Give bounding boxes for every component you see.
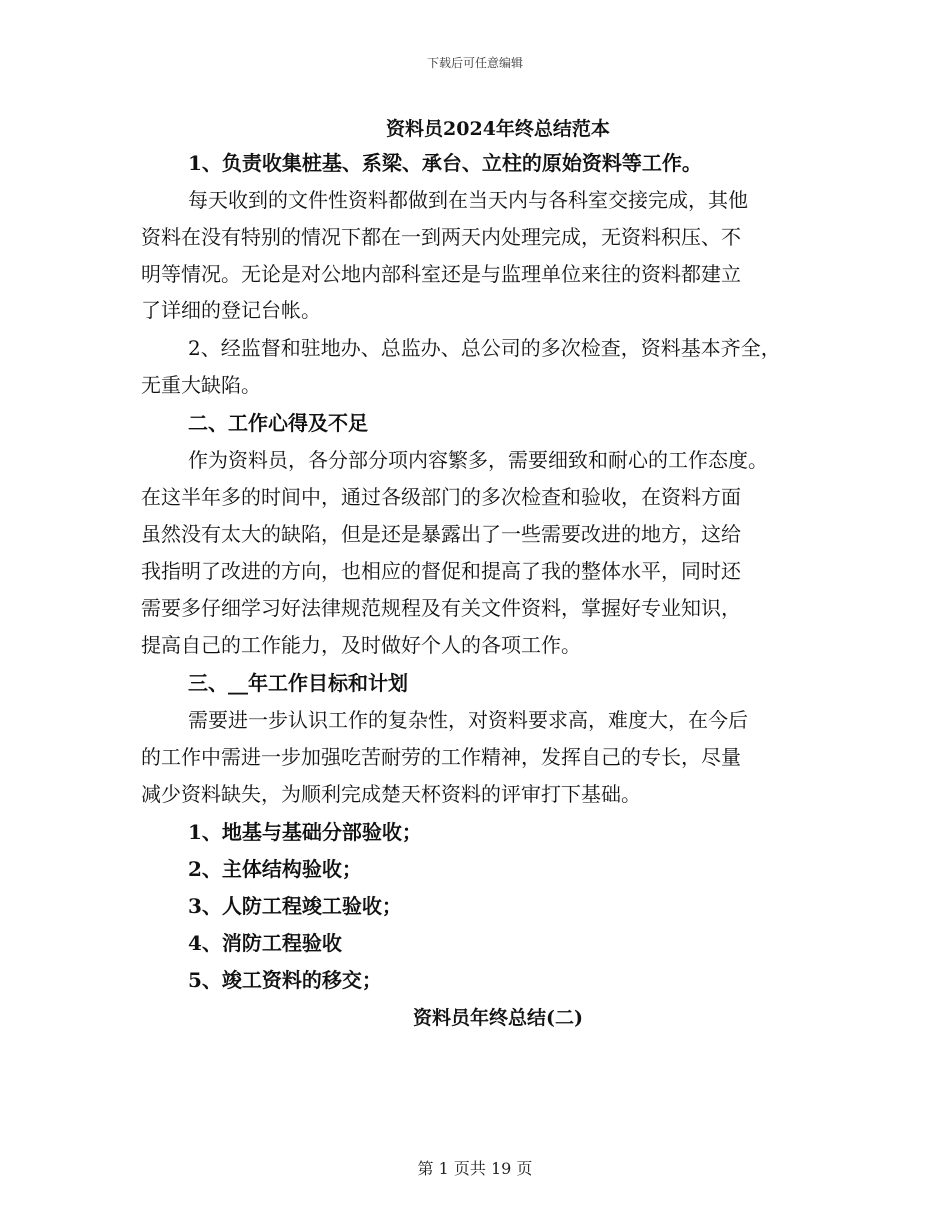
paragraph-1-line-1: 每天收到的文件性资料都做到在当天内与各科室交接完成，其他	[188, 188, 748, 212]
section-2-title: 资料员年终总结(二)	[413, 1007, 583, 1029]
paragraph-4-line-1: 需要进一步认识工作的复杂性，对资料要求高，难度大，在今后	[188, 708, 748, 732]
paragraph-4-line-2: 的工作中需进一步加强吃苦耐劳的工作精神，发挥自己的专长，尽量	[141, 745, 741, 769]
paragraph-3-line-4: 我指明了改进的方向，也相应的督促和提高了我的整体水平，同时还	[141, 559, 741, 583]
paragraph-1-line-3: 明等情况。无论是对公地内部科室还是与监理单位来往的资料都建立	[141, 262, 741, 286]
paragraph-2-line-1: 2、经监督和驻地办、总监办、总公司的多次检查，资料基本齐全，	[188, 336, 781, 360]
paragraph-3-line-3: 虽然没有太大的缺陷，但是还是暴露出了一些需要改进的地方，这给	[141, 522, 741, 546]
header-note: 下载后可任意编辑	[426, 56, 523, 70]
paragraph-3-line-1: 作为资料员，各分部分项内容繁多，需要细致和耐心的工作态度。	[188, 448, 768, 472]
list-item: 4、消防工程验收	[188, 931, 342, 955]
list-item: 5、竣工资料的移交；	[188, 968, 382, 992]
paragraph-2-line-2: 无重大缺陷。	[141, 373, 261, 397]
heading-2: 二、工作心得及不足	[188, 411, 368, 435]
paragraph-3-line-2: 在这半年多的时间中，通过各级部门的多次检查和验收，在资料方面	[141, 485, 741, 509]
heading-1: 1、负责收集桩基、系梁、承台、立柱的原始资料等工作。	[188, 151, 702, 175]
paragraph-1-line-2: 资料在没有特别的情况下都在一到两天内处理完成，无资料积压、不	[141, 225, 741, 249]
paragraph-1-line-4: 了详细的登记台帐。	[141, 298, 321, 322]
document-title: 资料员2024年终总结范本	[386, 118, 610, 140]
list-item: 1、地基与基础分部验收；	[188, 820, 422, 844]
paragraph-4-line-3: 减少资料缺失，为顺利完成楚天杯资料的评审打下基础。	[141, 782, 641, 806]
paragraph-3-line-5: 需要多仔细学习好法律规范规程及有关文件资料，掌握好专业知识，	[141, 596, 741, 620]
paragraph-3-line-6: 提高自己的工作能力，及时做好个人的各项工作。	[141, 633, 581, 657]
list-item: 2、主体结构验收；	[188, 857, 362, 881]
page-footer: 第 1 页共 19 页	[417, 1159, 533, 1178]
heading-3: 三、__年工作目标和计划	[188, 671, 408, 695]
list-item: 3、人防工程竣工验收；	[188, 894, 402, 918]
